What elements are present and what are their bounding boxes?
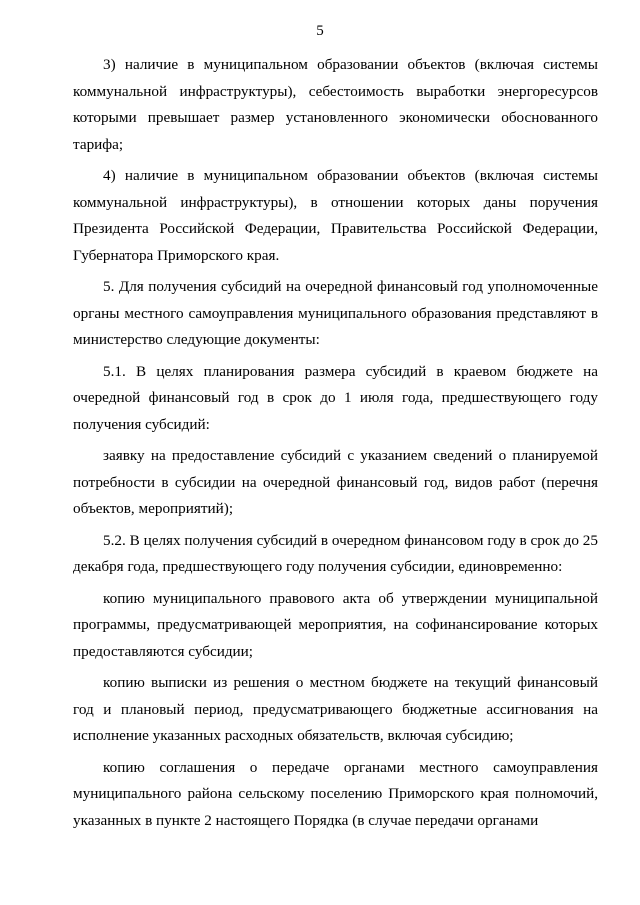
paragraph-item-3: 3) наличие в муниципальном образовании объектов (включая системы коммунальной инфраструктуры), себестоимость выработки энергоресурсов которыми превышает размер установленного экономически обоснованного тарифа; bbox=[73, 56, 598, 153]
paragraph-legal-act-copy: копию муниципального правового акта об утверждении муниципальной программы, предусматривающей мероприятия, на софинансирование которых предоставляются субсидии; bbox=[73, 589, 598, 660]
paragraph-section-5: 5. Для получения субсидий на очередной финансовый год уполномоченные органы местного самоуправления муниципального образования представляют в министерство следующие документы: bbox=[73, 278, 598, 348]
paragraph-item-4: 4) наличие в муниципальном образовании объектов (включая системы коммунальной инфраструктуры), в отношении которых даны поручения Президента Российской Федерации, Правительства Российской Федерации, Губернатора Приморского края. bbox=[73, 167, 598, 264]
paragraph-agreement-copy: копию соглашения о передаче органами местного самоуправления муниципального района сельскому поселению Приморского края полномочий, указанных в пункте 2 настоящего Порядка (в случае передачи органами bbox=[73, 758, 598, 829]
paragraph-budget-extract-copy: копию выписки из решения о местном бюджете на текущий финансовый год и плановый период, предусматривающего бюджетные ассигнования на исполнение указанных расходных обязательств, включая субсидию; bbox=[73, 674, 598, 744]
paragraph-section-5-1: 5.1. В целях планирования размера субсидий в краевом бюджете на очередной финансовый год в срок до 1 июля года, предшествующего году получения субсидий: bbox=[73, 362, 598, 433]
document-body bbox=[73, 52, 598, 834]
paragraph-section-5-2: 5.2. В целях получения субсидий в очередном финансовом году в срок до 25 декабря года, предшествующего году получения субсидии, единовременно: bbox=[73, 531, 598, 575]
paragraph-application: заявку на предоставление субсидий с указанием сведений о планируемой потребности в субсидии на очередной финансовый год, видов работ (перечня объектов, мероприятий); bbox=[73, 447, 598, 517]
page-number: 5 bbox=[316, 23, 324, 39]
